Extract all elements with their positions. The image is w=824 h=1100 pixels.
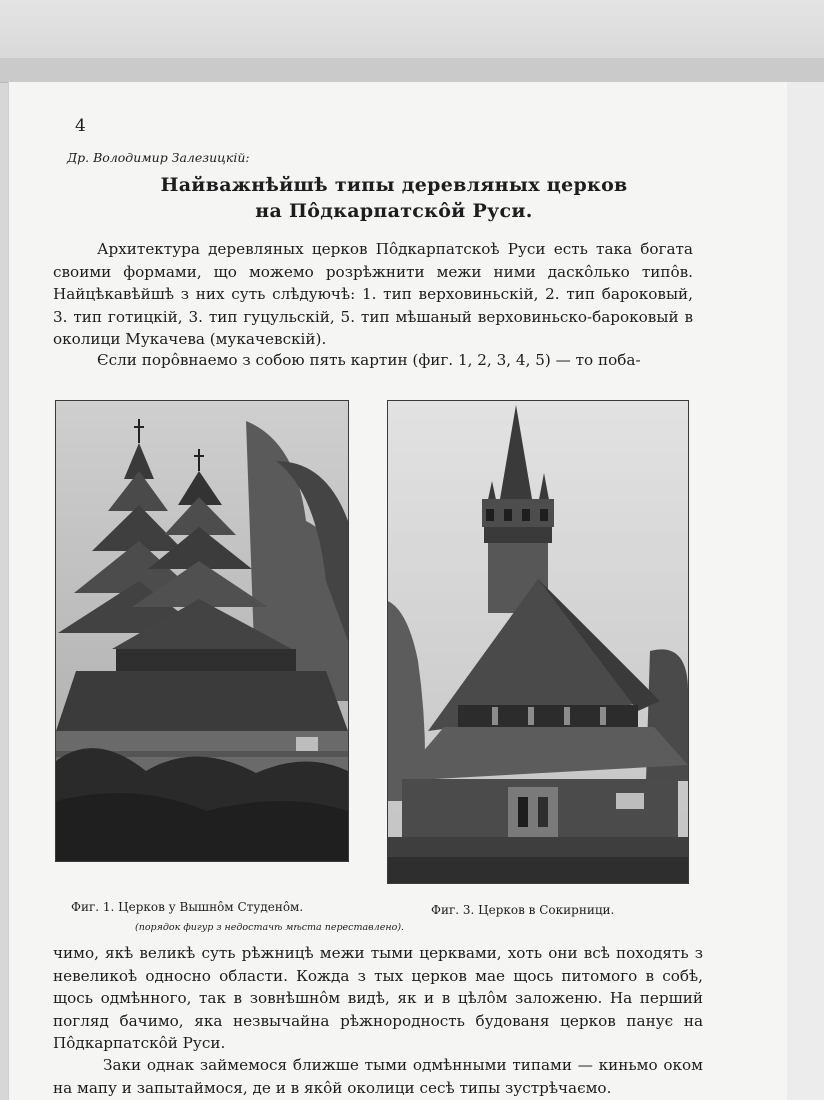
- page-number: 4: [75, 116, 86, 136]
- figure-order-note: (порядок фигур з недостачѣ мѣста переставлено).: [135, 922, 405, 933]
- document-page: [8, 82, 787, 1100]
- paragraph-map: Заки однак займемося ближше тыми одмѣнными типами — киньмо оком на мапу и запытаймося, де и в якôй околици сесѣ типы зустрѣчаємо.: [53, 1056, 703, 1097]
- figure-1-caption: Фиг. 1. Церков у Вышнôм Студенôм.: [71, 900, 304, 914]
- article-title-line-2: на Пôдкарпатскôй Руси.: [255, 200, 533, 222]
- viewer-top-bar: [0, 58, 824, 83]
- paragraph-comparison: Єсли порôвнаемо з собою пять картин (фиг. 1, 2, 3, 4, 5) — то поба-: [97, 351, 641, 369]
- viewer-side-pane: [786, 82, 824, 1100]
- church-vyshnii-studenyi-image: [56, 401, 348, 861]
- article-title-line-1: Найважнѣйшѣ типы деревляных церков: [160, 174, 628, 196]
- monitor-bezel: [0, 0, 824, 58]
- figure-3-caption: Фиг. 3. Церков в Сокирници.: [431, 903, 615, 917]
- church-sokyrnytsia-image: [388, 401, 688, 883]
- paragraph-intro: Архитектура деревляных церков Пôдкарпатскоѣ Руси есть така богата своими формами, що можемо розрѣжнити межи ними даскôлько типôв. Найцѣкавѣйшѣ з них суть слѣдуючѣ: 1. тип верховиньскій, 2. тип бароковый, 3. тип готицкій, 3. тип гуцульскій, 5. тип мѣшаный верховиньско-бароковый в околици Мукачева (мукачевскій).: [53, 240, 693, 349]
- figure-1-photo: [55, 400, 349, 862]
- figure-3-photo: [387, 400, 689, 884]
- paragraph-differences: чимо, якѣ великѣ суть рѣжницѣ межи тыми церквами, хоть они всѣ походять з невеликоѣ односно области. Кожда з тых церков мае щось питомого в собѣ, щось одмѣнного, так в зовнѣшнôм видѣ, як и в цѣлôм заложеню. На перший погляд бачимо, яка незвычайна рѣжнородность будованя церков панує на Пôдкарпатскôй Руси.: [53, 944, 703, 1053]
- author-line: Др. Володимир Залезицкій:: [67, 150, 250, 165]
